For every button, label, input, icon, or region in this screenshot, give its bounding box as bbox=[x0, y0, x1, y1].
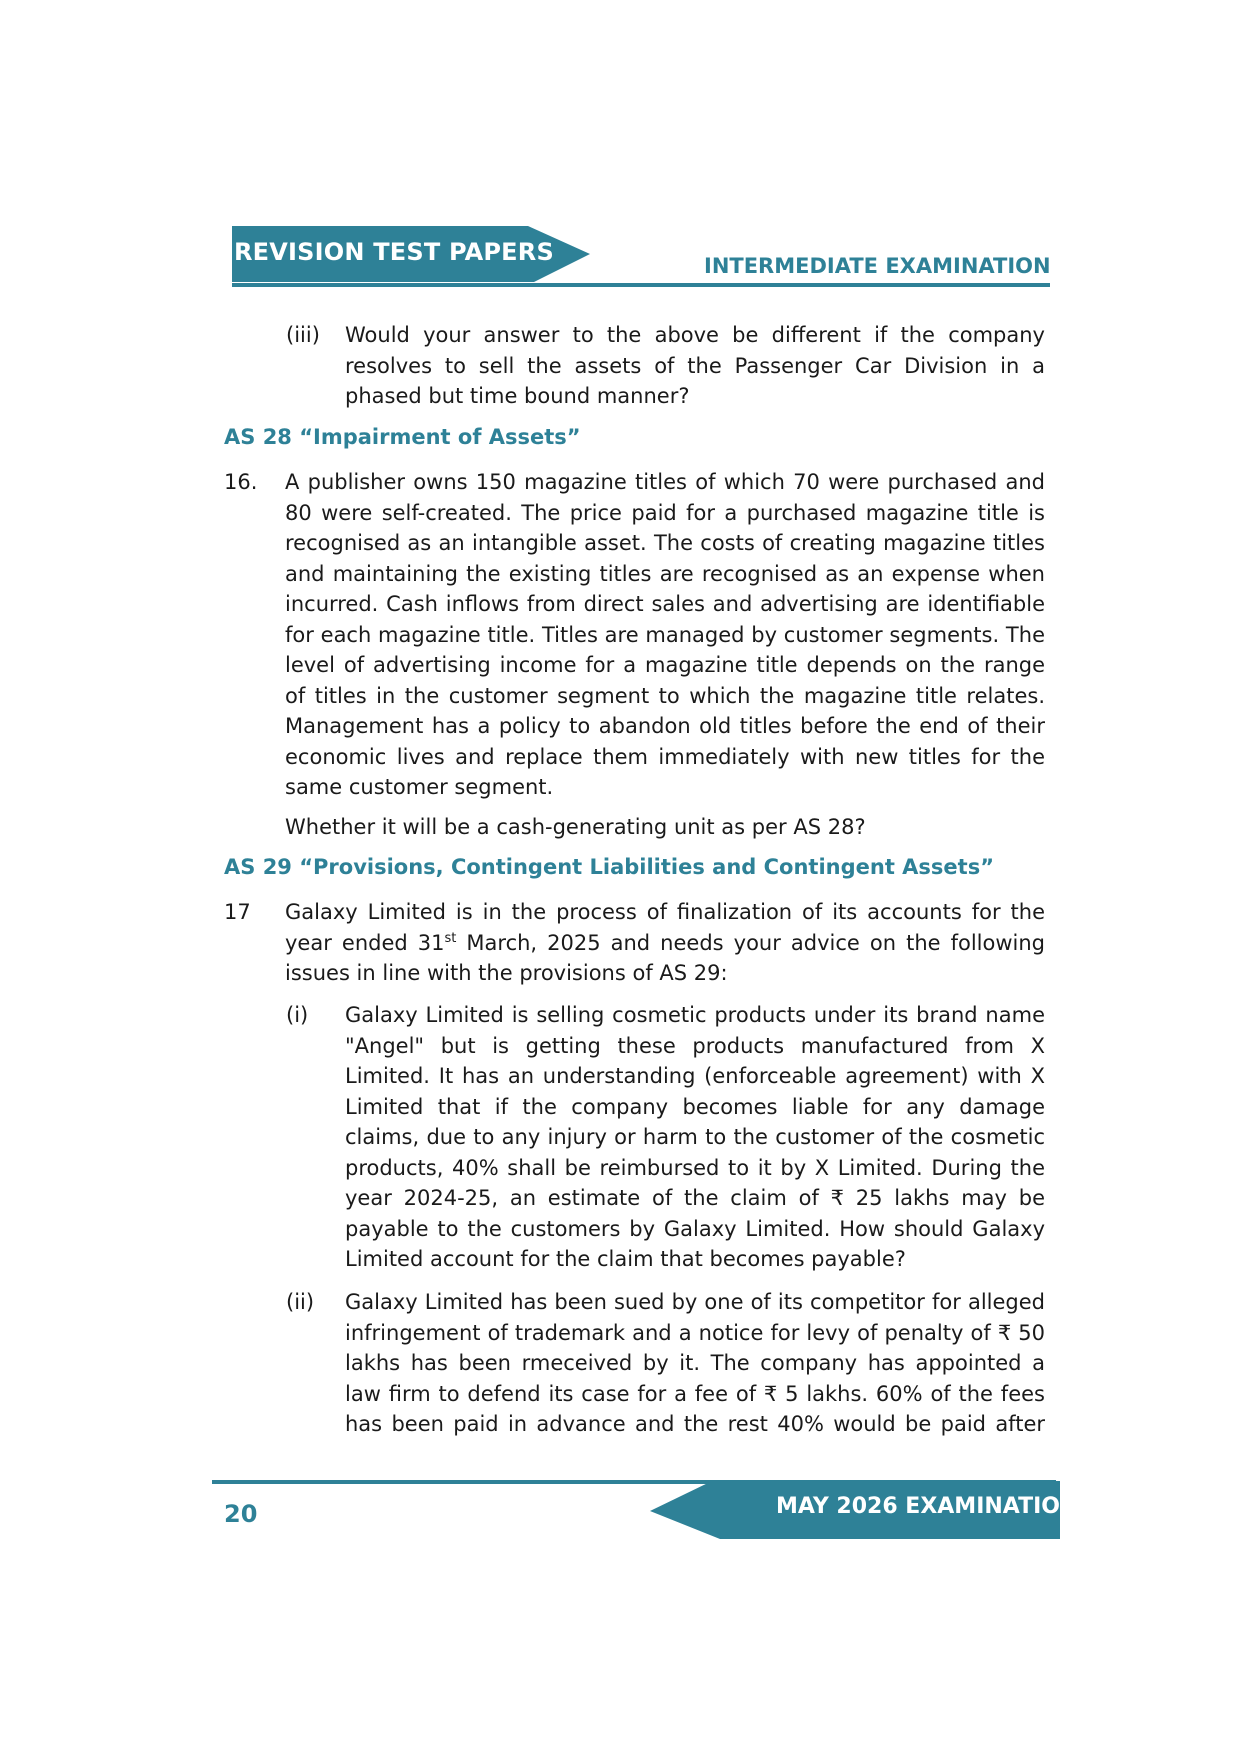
q17-part-ii-label: (ii) bbox=[286, 1290, 315, 1314]
q17-part-i-text: Galaxy Limited is selling cosmetic products under its brand name "Angel" but is getting these products manufactured from X Limited. It has an understanding (enforceable agreement) with X Limited that if the company becomes liable for any damage claims, due to any injury or harm to the customer of the cosmetic products, 40% shall be reimbursed to it by X Limited. During the year 2024-25, an estimate of the claim of ₹ 25 lakhs may be payable to the customers by Galaxy Limited. How should Galaxy Limited account for the claim that becomes payable? bbox=[345, 1003, 1045, 1271]
section-heading-as29: AS 29 “Provisions, Contingent Liabilities and Contingent Assets” bbox=[224, 855, 995, 879]
header-right-title: INTERMEDIATE EXAMINATION bbox=[704, 254, 1051, 278]
q15-part-iii-label: (iii) bbox=[286, 323, 320, 347]
header-rule bbox=[232, 283, 1050, 287]
header-left-title: REVISION TEST PAPERS bbox=[234, 238, 554, 266]
q17-intro-part2: March, 2025 and needs your advice on the following issues in line with the provisions of AS 29: bbox=[285, 930, 1045, 985]
q17-part-i-label: (i) bbox=[286, 1003, 309, 1027]
q15-part-iii-text: Would your answer to the above be different if the company resolves to sell the assets of the Passenger Car Division in a phased but time bound manner? bbox=[345, 323, 1045, 408]
footer-page-number: 20 bbox=[224, 1500, 258, 1528]
q17-part-ii-text: Galaxy Limited has been sued by one of its competitor for alleged infringement of trademark and a notice for levy of penalty of ₹ 50 lakhs has been rmeceived by it. The company has appointed a law firm to defend its case for a fee of ₹ 5 lakhs. 60% of the fees has been paid in advance and the rest 40% would be paid after bbox=[345, 1290, 1045, 1436]
section-heading-as28: AS 28 “Impairment of Assets” bbox=[224, 425, 581, 449]
footer-exam-title: MAY 2026 EXAMINATION bbox=[776, 1494, 1079, 1519]
q16-text: A publisher owns 150 magazine titles of which 70 were purchased and 80 were self-created. The price paid for a purchased magazine title is recognised as an intangible asset. The costs of creating magazine titles and maintaining the existing titles are recognised as an expense when incurred. Cash inflows from direct sales and advertising are identifiable for each magazine title. Titles are managed by customer segments. The level of advertising income for a magazine title depends on the range of titles in the customer segment to which the magazine title relates. Management has a policy to abandon old titles before the end of their economic lives and replace them immediately with new titles for the same customer segment. bbox=[285, 470, 1045, 799]
q17-intro bbox=[285, 897, 1045, 989]
q16-question: Whether it will be a cash-generating unit as per AS 28? bbox=[285, 815, 866, 839]
q17-intro-part1: Galaxy Limited is in the process of finalization of its accounts for the year ended 31 bbox=[285, 900, 1045, 955]
q17-number: 17 bbox=[224, 900, 251, 924]
q16-number: 16. bbox=[224, 470, 258, 494]
q17-intro-sup: st bbox=[444, 930, 457, 946]
